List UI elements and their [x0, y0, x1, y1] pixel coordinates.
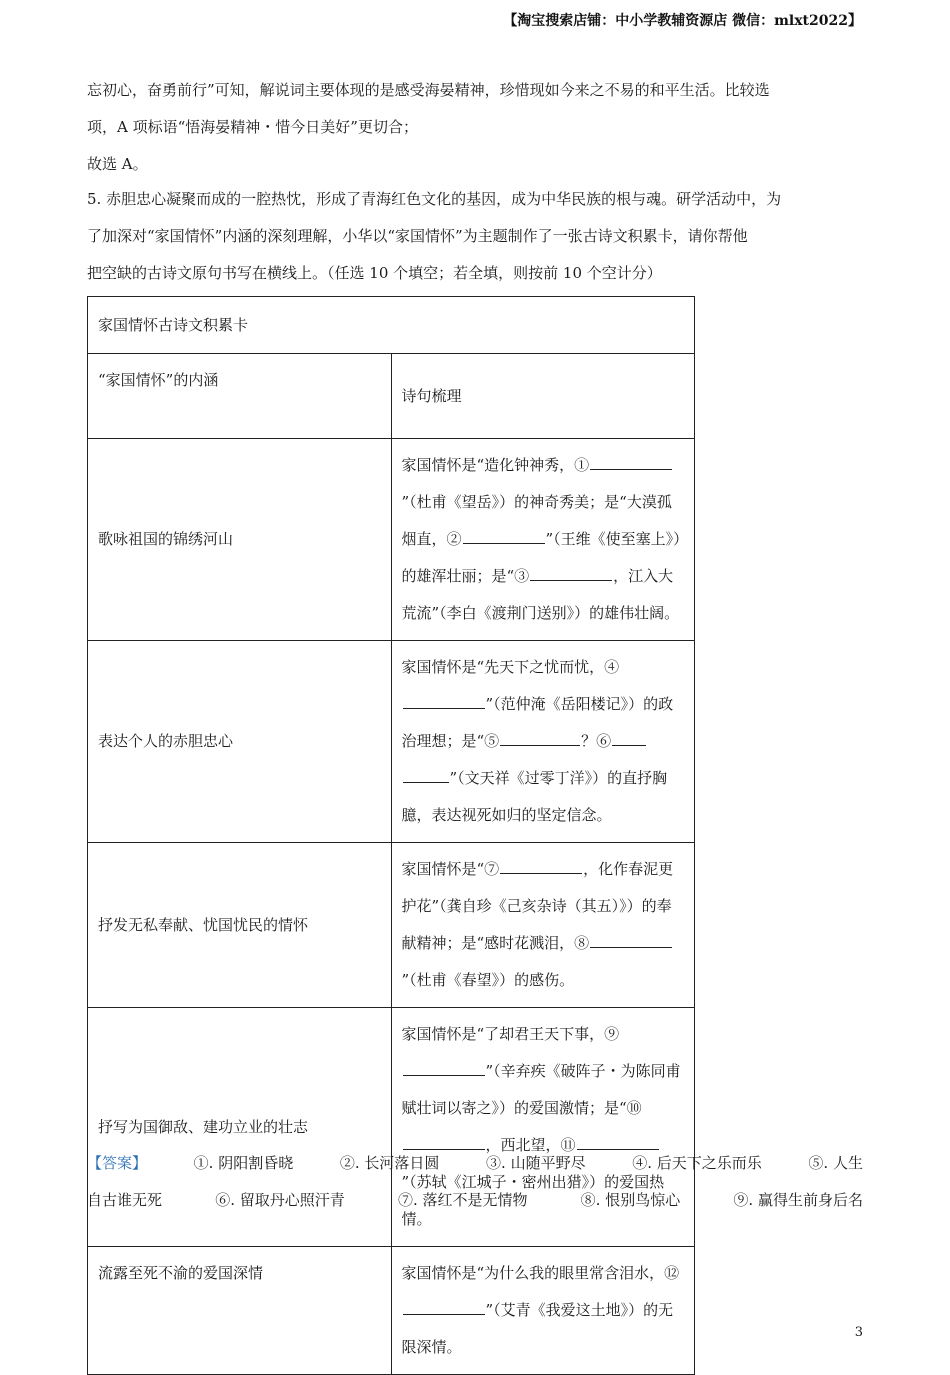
fill-blank-7[interactable] — [500, 857, 582, 874]
meaning-cell: 流露至死不渝的爱国深情 — [88, 1247, 392, 1375]
question-5 — [87, 181, 863, 292]
verse-cell — [391, 1247, 695, 1375]
verse-text: 家国情怀是“了却君王天下事，⑨ — [401, 1025, 620, 1043]
verse-text: ，西北望，⑪ — [485, 1136, 576, 1154]
question-line: 了加深对“家国情怀”内涵的深刻理解，小华以“家国情怀”为主题制作了一张古诗文积累卡，请你帮他 — [87, 227, 748, 245]
answer-item: ⑨. 赢得生前身后名 — [733, 1191, 863, 1209]
verse-text: 家国情怀是“先天下之忧而忧，④ — [401, 658, 620, 676]
fill-blank-6[interactable] — [612, 729, 646, 746]
intro-line: 故选 A。 — [87, 155, 148, 173]
meaning-cell: 歌咏祖国的锦绣河山 — [88, 439, 392, 641]
fill-blank-12[interactable] — [403, 1298, 485, 1315]
answer-section — [87, 1145, 863, 1219]
verse-text: ，化作春泥更护花”（龚自珍《己亥杂诗（其五）》）的奉献精神；是“感时花溅泪，⑧ — [401, 860, 674, 952]
verse-cell — [391, 439, 695, 641]
question-line: 5. 赤胆忠心凝聚而成的一腔热忱，形成了青海红色文化的基因，成为中华民族的根与魂。研学活动中，为 — [87, 190, 782, 208]
answer-item: ①. 阴阳割昏晓 — [193, 1154, 294, 1172]
page-header: 【淘宝搜索店铺：中小学教辅资源店 微信：mlxt2022】 — [503, 13, 862, 29]
card-title: 家国情怀古诗文积累卡 — [88, 297, 695, 354]
meaning-cell: 抒发无私奉献、忧国忧民的情怀 — [88, 843, 392, 1008]
verse-text: 家国情怀是“造化钟神秀，① — [401, 456, 590, 474]
verse-text: ”（辛弃疾《破阵子・为陈同甫赋壮词以寄之》）的爱国激情；是“⑩ — [401, 1062, 681, 1117]
verse-cell — [391, 843, 695, 1008]
intro-line: 项，A 项标语“悟海晏精神・惜今日美好”更切合； — [87, 118, 418, 136]
fill-blank-6-continued[interactable] — [403, 766, 449, 783]
table-row — [88, 641, 695, 843]
col1-header: “家国情怀”的内涵 — [88, 354, 392, 439]
verse-text: ，江入大荒流”（李白《渡荆门送别》）的雄伟壮阔。 — [401, 567, 680, 622]
table-row — [88, 439, 695, 641]
answer-line — [87, 1182, 863, 1219]
verse-text: 家国情怀是“为什么我的眼里常含泪水，⑫ — [401, 1264, 680, 1282]
meaning-cell: 抒写为国御敌、建功立业的壮志 — [88, 1008, 392, 1247]
fill-blank-3[interactable] — [530, 564, 612, 581]
verse-text: ”（王维《使至塞上》）的雄浑壮丽；是“③ — [401, 530, 681, 585]
verse-text: ”（苏轼《江城子・密州出猎》）的爱国热情。 — [401, 1173, 665, 1228]
table-row — [88, 843, 695, 1008]
meaning-cell: 表达个人的赤胆忠心 — [88, 641, 392, 843]
answer-item: 自古谁无死 — [87, 1191, 163, 1209]
fill-blank-5[interactable] — [500, 729, 580, 746]
answer-item: ⑦. 落红不是无情物 — [397, 1191, 528, 1209]
verse-text: ”（范仲淹《岳阳楼记》）的政治理想；是“⑤ — [401, 695, 674, 750]
intro-paragraph — [87, 72, 863, 183]
answer-line — [87, 1145, 863, 1182]
verse-text: ”（文天祥《过零丁洋》）的直抒胸臆，表达视死如归的坚定信念。 — [401, 769, 668, 824]
fill-blank-4[interactable] — [403, 692, 485, 709]
answer-item: ②. 长河落日圆 — [339, 1154, 440, 1172]
fill-blank-1[interactable] — [590, 453, 672, 470]
col2-header: 诗句梳理 — [391, 354, 695, 439]
answer-item: ⑤. 人生 — [808, 1154, 863, 1172]
answer-item: ④. 后天下之乐而乐 — [632, 1154, 762, 1172]
question-line: 把空缺的古诗文原句书写在横线上。（任选 10 个填空；若全填，则按前 10 个空计分） — [87, 264, 662, 282]
verse-text: ”（艾青《我爱这土地》）的无限深情。 — [401, 1301, 674, 1356]
answer-item: ⑧. 恨别鸟惊心 — [580, 1191, 681, 1209]
fill-blank-2[interactable] — [463, 527, 545, 544]
verse-cell — [391, 641, 695, 843]
verse-text: ？⑥ — [581, 732, 612, 750]
verse-text: ”（杜甫《春望》）的感伤。 — [401, 971, 575, 989]
answer-item: ⑥. 留取丹心照汗青 — [215, 1191, 345, 1209]
verse-text: ”（杜甫《望岳》）的神奇秀美；是“大漠孤烟直，② — [401, 493, 672, 548]
table-row — [88, 1247, 695, 1375]
answer-label: 【答案】 — [87, 1154, 148, 1172]
answer-item: ③. 山随平野尽 — [486, 1154, 586, 1172]
intro-line: 忘初心，奋勇前行”可知，解说词主要体现的是感受海晏精神，珍惜现如今来之不易的和平生活。比较选 — [87, 81, 770, 99]
verse-text: 家国情怀是“⑦ — [401, 860, 500, 878]
fill-blank-8[interactable] — [590, 931, 672, 948]
page-number: 3 — [854, 1325, 863, 1340]
fill-blank-9[interactable] — [403, 1059, 485, 1076]
